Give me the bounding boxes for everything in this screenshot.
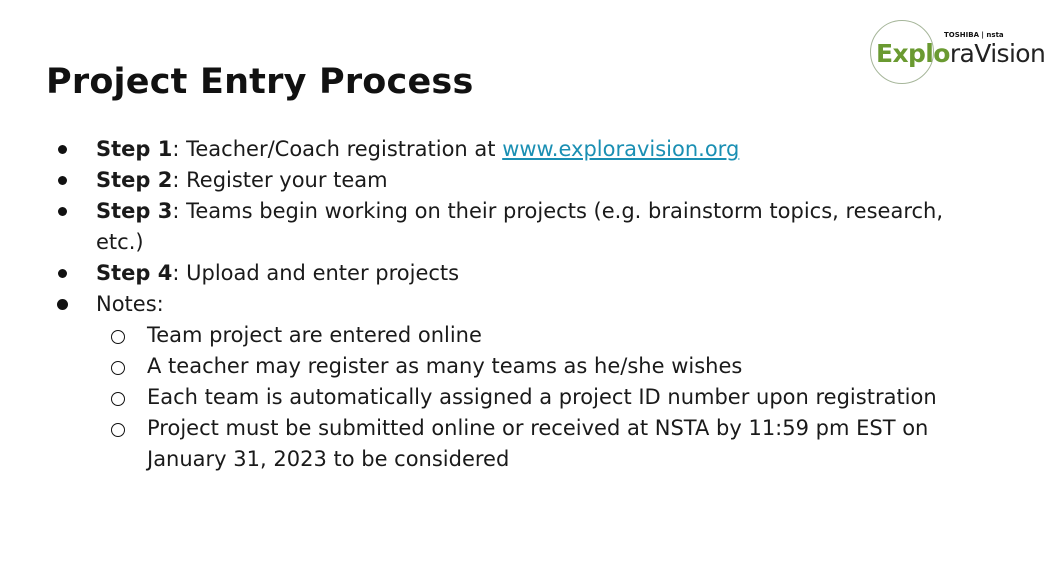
note-item-1 [96,320,956,351]
logo-word-green: Explo [876,39,950,68]
logo-wordmark [876,39,1045,68]
note-item-2 [96,351,956,382]
bullet-icon [58,269,67,278]
note-text: Team project are entered online [147,323,482,347]
logo-brand-text: TOSHIBA | nsta [944,31,1004,39]
hollow-bullet-icon [111,330,125,344]
step-item-1 [56,134,956,165]
hollow-bullet-icon [111,361,125,375]
exploravision-logo [868,18,1045,88]
note-item-3 [96,382,956,413]
step-text: : Register your team [172,168,388,192]
notes-item [56,289,956,475]
step-label: Step 3 [96,199,173,223]
step-text: : Teams begin working on their projects (e.g. brainstorm topics, research, etc.) [96,199,944,254]
bullet-icon [57,299,68,310]
step-label: Step 2 [96,168,173,192]
step-label: Step 4 [96,261,173,285]
exploravision-link[interactable]: www.exploravision.org [502,137,740,161]
step-label: Step 1 [96,137,173,161]
bullet-icon [58,207,67,216]
note-item-4 [96,413,956,475]
note-text: A teacher may register as many teams as he/she wishes [147,354,743,378]
notes-list [96,320,956,475]
step-item-4 [56,258,956,289]
note-text: Each team is automatically assigned a project ID number upon registration [147,385,937,409]
step-text: : Teacher/Coach registration at [172,137,503,161]
step-item-3 [56,196,956,258]
bullet-icon [58,145,67,154]
note-text: Project must be submitted online or received at NSTA by 11:59 pm EST on January 31, 2023 to be considered [147,416,929,471]
hollow-bullet-icon [111,392,125,406]
step-item-2 [56,165,956,196]
notes-label: Notes: [96,292,164,316]
bullet-icon [58,176,67,185]
slide-title: Project Entry Process [46,62,474,102]
step-list [56,134,956,475]
logo-word-dark: raVision [949,39,1045,68]
step-text: : Upload and enter projects [172,261,460,285]
hollow-bullet-icon [111,423,125,437]
